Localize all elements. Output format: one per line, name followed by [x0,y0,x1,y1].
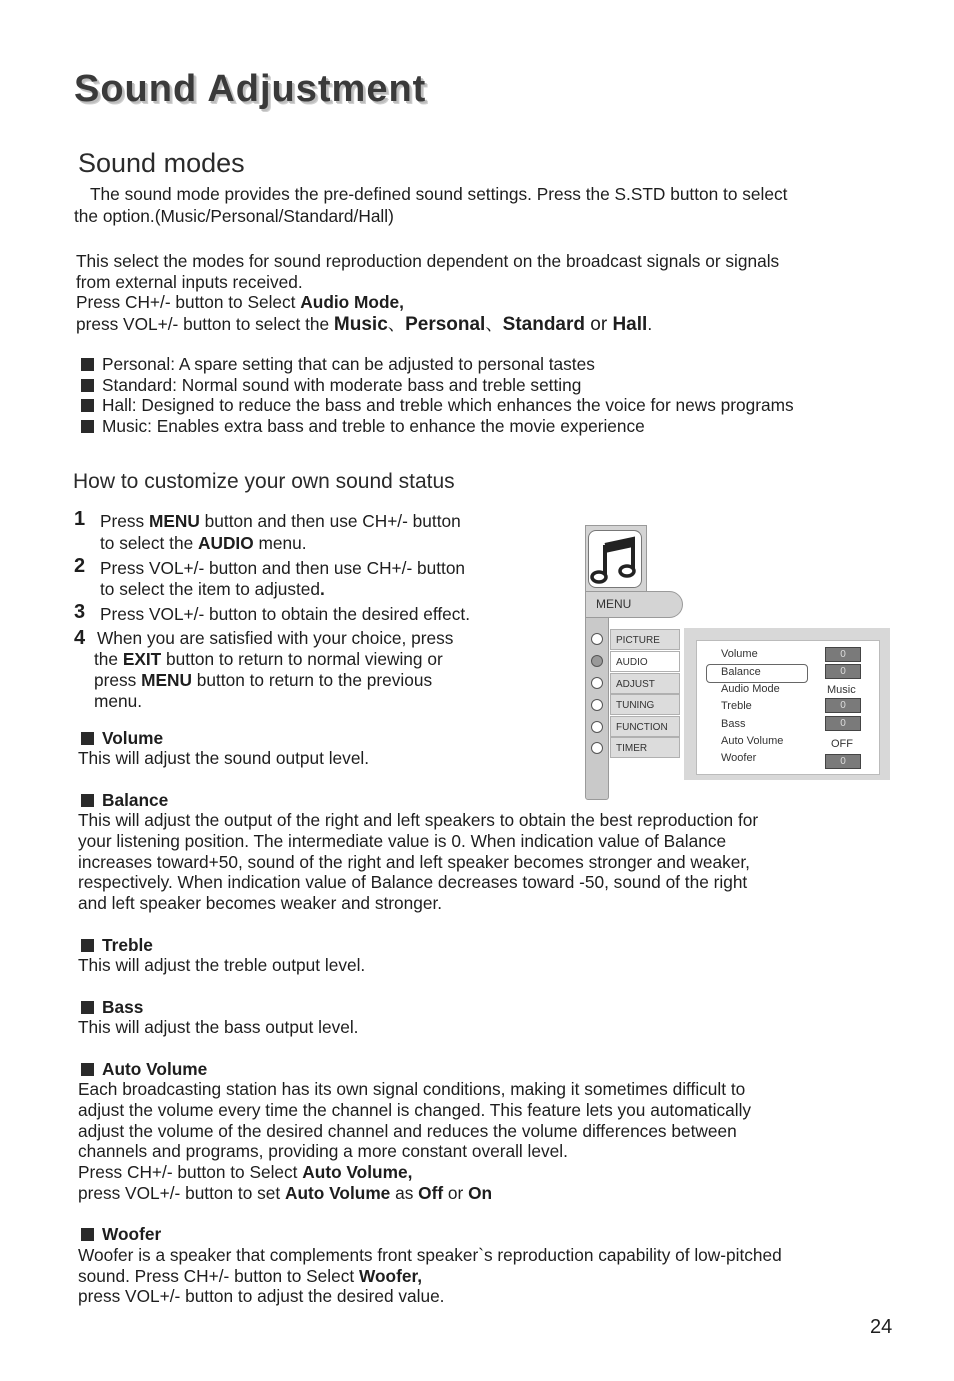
panel-label-balance[interactable]: Balance [721,666,761,678]
menu-item-tuning[interactable] [610,694,680,715]
panel-label-volume[interactable]: Volume [721,648,758,660]
menu-item-label: PICTURE [616,635,660,646]
panel-label-woofer[interactable]: Woofer [721,752,757,764]
page-number: 24 [870,1316,893,1338]
balance-heading [81,790,168,811]
auto-volume-press-vol [78,1183,492,1204]
step-text: Press CH+/- button to Select [78,1162,303,1182]
step-4-line-3 [94,670,432,691]
step-text: to select the [100,533,198,553]
menu-item-label: AUDIO [616,657,648,668]
menu-bold: MENU [148,511,200,531]
separator: 、 [387,314,406,334]
step-text: to select the item to adjusted [100,579,320,599]
auto-volume-line-1: Each broadcasting station has its own signal conditions, making it sometimes difficult to [78,1079,746,1099]
step-4-line-2 [94,649,443,670]
music-note-icon [588,530,642,588]
step-text: button to return to normal viewing or [161,649,443,669]
mode-music: Music [333,314,388,335]
auto-volume-line-3: adjust the volume of the desired channel and reduces the volume differences between [78,1121,737,1141]
step-text: or [443,1183,469,1203]
step-2-line-2 [100,579,325,600]
press-ch-text: Press CH+/- button to Select [76,292,301,312]
menu-item-adjust[interactable] [610,673,680,694]
menu-label: MENU [596,597,632,611]
mode-personal: Personal [405,314,486,335]
bass-value[interactable]: 0 [825,716,861,731]
step-text: the [94,649,123,669]
step-text: as [390,1183,419,1203]
intro-line-2: the option.(Music/Personal/Standard/Hall) [74,206,394,226]
auto-volume-line-4: channels and programs, providing a more constant overall level. [78,1141,568,1161]
bullet-square-icon [81,399,94,412]
balance-line-3: increases toward+50, sound of the right and left speaker becomes stronger and weaker, [78,852,750,872]
intro-line-1: The sound mode provides the pre-defined sound settings. Press the S.STD button to select [90,184,788,204]
auto-volume-line-2: adjust the volume every time the channel is changed. This feature lets you automatically [78,1100,752,1120]
bullet-text: Standard: Normal sound with moderate bass and treble setting [102,375,582,395]
section-title: Auto Volume [102,1059,208,1079]
page-title: Sound Adjustment [74,68,427,110]
volume-text: This will adjust the sound output level. [78,748,370,768]
woofer-line-3: press VOL+/- button to adjust the desired value. [78,1286,445,1306]
audio-mode-value[interactable]: Music [827,684,856,696]
sound-modes-heading: Sound modes [78,148,245,178]
woofer-line-2 [78,1266,422,1287]
menu-tab[interactable] [585,591,683,618]
radio-button[interactable] [591,655,603,667]
bullet-square-icon [81,420,94,433]
section-title: Bass [102,997,144,1017]
balance-value[interactable]: 0 [825,664,861,679]
step-text: press [94,670,142,690]
step-1-line-1 [100,511,461,532]
panel-label-bass[interactable]: Bass [721,718,746,730]
bullet-text: Music: Enables extra bass and treble to enhance the movie experience [102,416,645,436]
bullet-square-icon [81,379,94,392]
bullet-square-icon [81,794,94,807]
step-4-line-1: When you are satisfied with your choice, press [97,628,454,648]
volume-value[interactable]: 0 [825,647,861,662]
period: . [647,314,653,334]
step-3-line-1: Press VOL+/- button to obtain the desired effect. [100,604,471,624]
step-text: press VOL+/- button to set [78,1183,286,1203]
auto-volume-press-ch [78,1162,412,1183]
auto-volume-bold: Auto Volume, [302,1162,413,1182]
section-title: Treble [102,935,153,955]
menu-item-label: FUNCTION [616,722,668,733]
step-1-line-2 [100,533,307,554]
off-bold: Off [418,1183,444,1203]
select-line-1: This select the modes for sound reproduction dependent on the broadcast signals or signals [76,251,780,271]
panel-label-auto-volume[interactable]: Auto Volume [721,735,784,747]
bullet-personal [81,354,595,375]
radio-button[interactable] [591,633,603,645]
step-text: button and then use CH+/- button [199,511,461,531]
bullet-square-icon [81,732,94,745]
woofer-line-1: Woofer is a speaker that complements front speaker`s reproduction capability of low-pitched [78,1245,782,1265]
section-title: Balance [102,790,169,810]
menu-item-picture[interactable] [610,629,680,650]
customize-heading: How to customize your own sound status [73,470,455,493]
menu-item-function[interactable] [610,716,680,737]
audio-bold: AUDIO [197,533,254,553]
bullet-square-icon [81,358,94,371]
balance-line-4: respectively. When indication value of Balance decreases toward -50, sound of the right [78,872,748,892]
radio-button[interactable] [591,742,603,754]
bullet-square-icon [81,1001,94,1014]
treble-text: This will adjust the treble output level. [78,955,366,975]
auto-volume-value[interactable]: OFF [831,738,853,750]
exit-bold: EXIT [122,649,162,669]
press-ch-line [76,292,404,313]
auto-volume-heading [81,1059,207,1080]
bullet-hall [81,395,794,416]
section-title: Woofer [102,1224,162,1244]
step-2-line-1: Press VOL+/- button and then use CH+/- button [100,558,466,578]
mode-standard: Standard [502,314,585,335]
balance-line-1: This will adjust the output of the right and left speakers to obtain the best reproduction for [78,810,759,830]
treble-heading [81,935,153,956]
bullet-standard [81,375,581,396]
radio-button[interactable] [591,677,603,689]
menu-item-label: TIMER [616,743,648,754]
bullet-music [81,416,645,437]
step-number: 4 [74,627,86,649]
bullet-square-icon [81,939,94,952]
bass-text: This will adjust the bass output level. [78,1017,359,1037]
mode-hall: Hall [612,314,648,335]
balance-line-5: and left speaker becomes weaker and stronger. [78,893,443,913]
woofer-value[interactable]: 0 [825,754,861,769]
step-number: 2 [74,555,86,577]
press-vol-text: press VOL+/- button to select the [76,314,334,334]
section-title: Volume [102,728,164,748]
menu-item-timer[interactable] [610,737,680,758]
step-text: sound. Press CH+/- button to Select [78,1266,359,1286]
woofer-bold: Woofer, [358,1266,423,1286]
press-vol-line [76,314,652,335]
separator: 、 [485,314,503,334]
bullet-square-icon [81,1228,94,1241]
treble-value[interactable]: 0 [825,698,861,713]
step-number: 3 [74,601,86,623]
menu-bold: MENU [141,670,192,690]
radio-button[interactable] [591,699,603,711]
select-line-2: from external inputs received. [76,272,303,292]
volume-heading [81,728,163,749]
panel-label-treble[interactable]: Treble [721,700,752,712]
auto-volume-bold: Auto Volume [285,1183,391,1203]
audio-mode-bold: Audio Mode, [300,292,404,312]
bullet-text: Hall: Designed to reduce the bass and treble which enhances the voice for news programs [102,395,794,415]
menu-item-label: TUNING [616,700,655,711]
radio-button[interactable] [591,721,603,733]
on-bold: On [468,1183,493,1203]
balance-line-2: your listening position. The intermediate value is 0. When indication value of Balance [78,831,727,851]
panel-label-audio-mode[interactable]: Audio Mode [721,683,780,695]
period: . [319,579,325,599]
bullet-text: Personal: A spare setting that can be adjusted to personal tastes [102,354,595,374]
bass-heading [81,997,143,1018]
step-text: Press [100,511,149,531]
menu-item-label: ADJUST [616,679,655,690]
step-text: button to return to the previous [191,670,433,690]
woofer-heading [81,1224,161,1245]
bullet-square-icon [81,1063,94,1076]
step-4-line-4: menu. [94,691,143,711]
step-number: 1 [74,508,86,530]
menu-item-audio[interactable] [610,651,680,672]
step-text: menu. [253,533,307,553]
or-text: or [585,314,613,335]
